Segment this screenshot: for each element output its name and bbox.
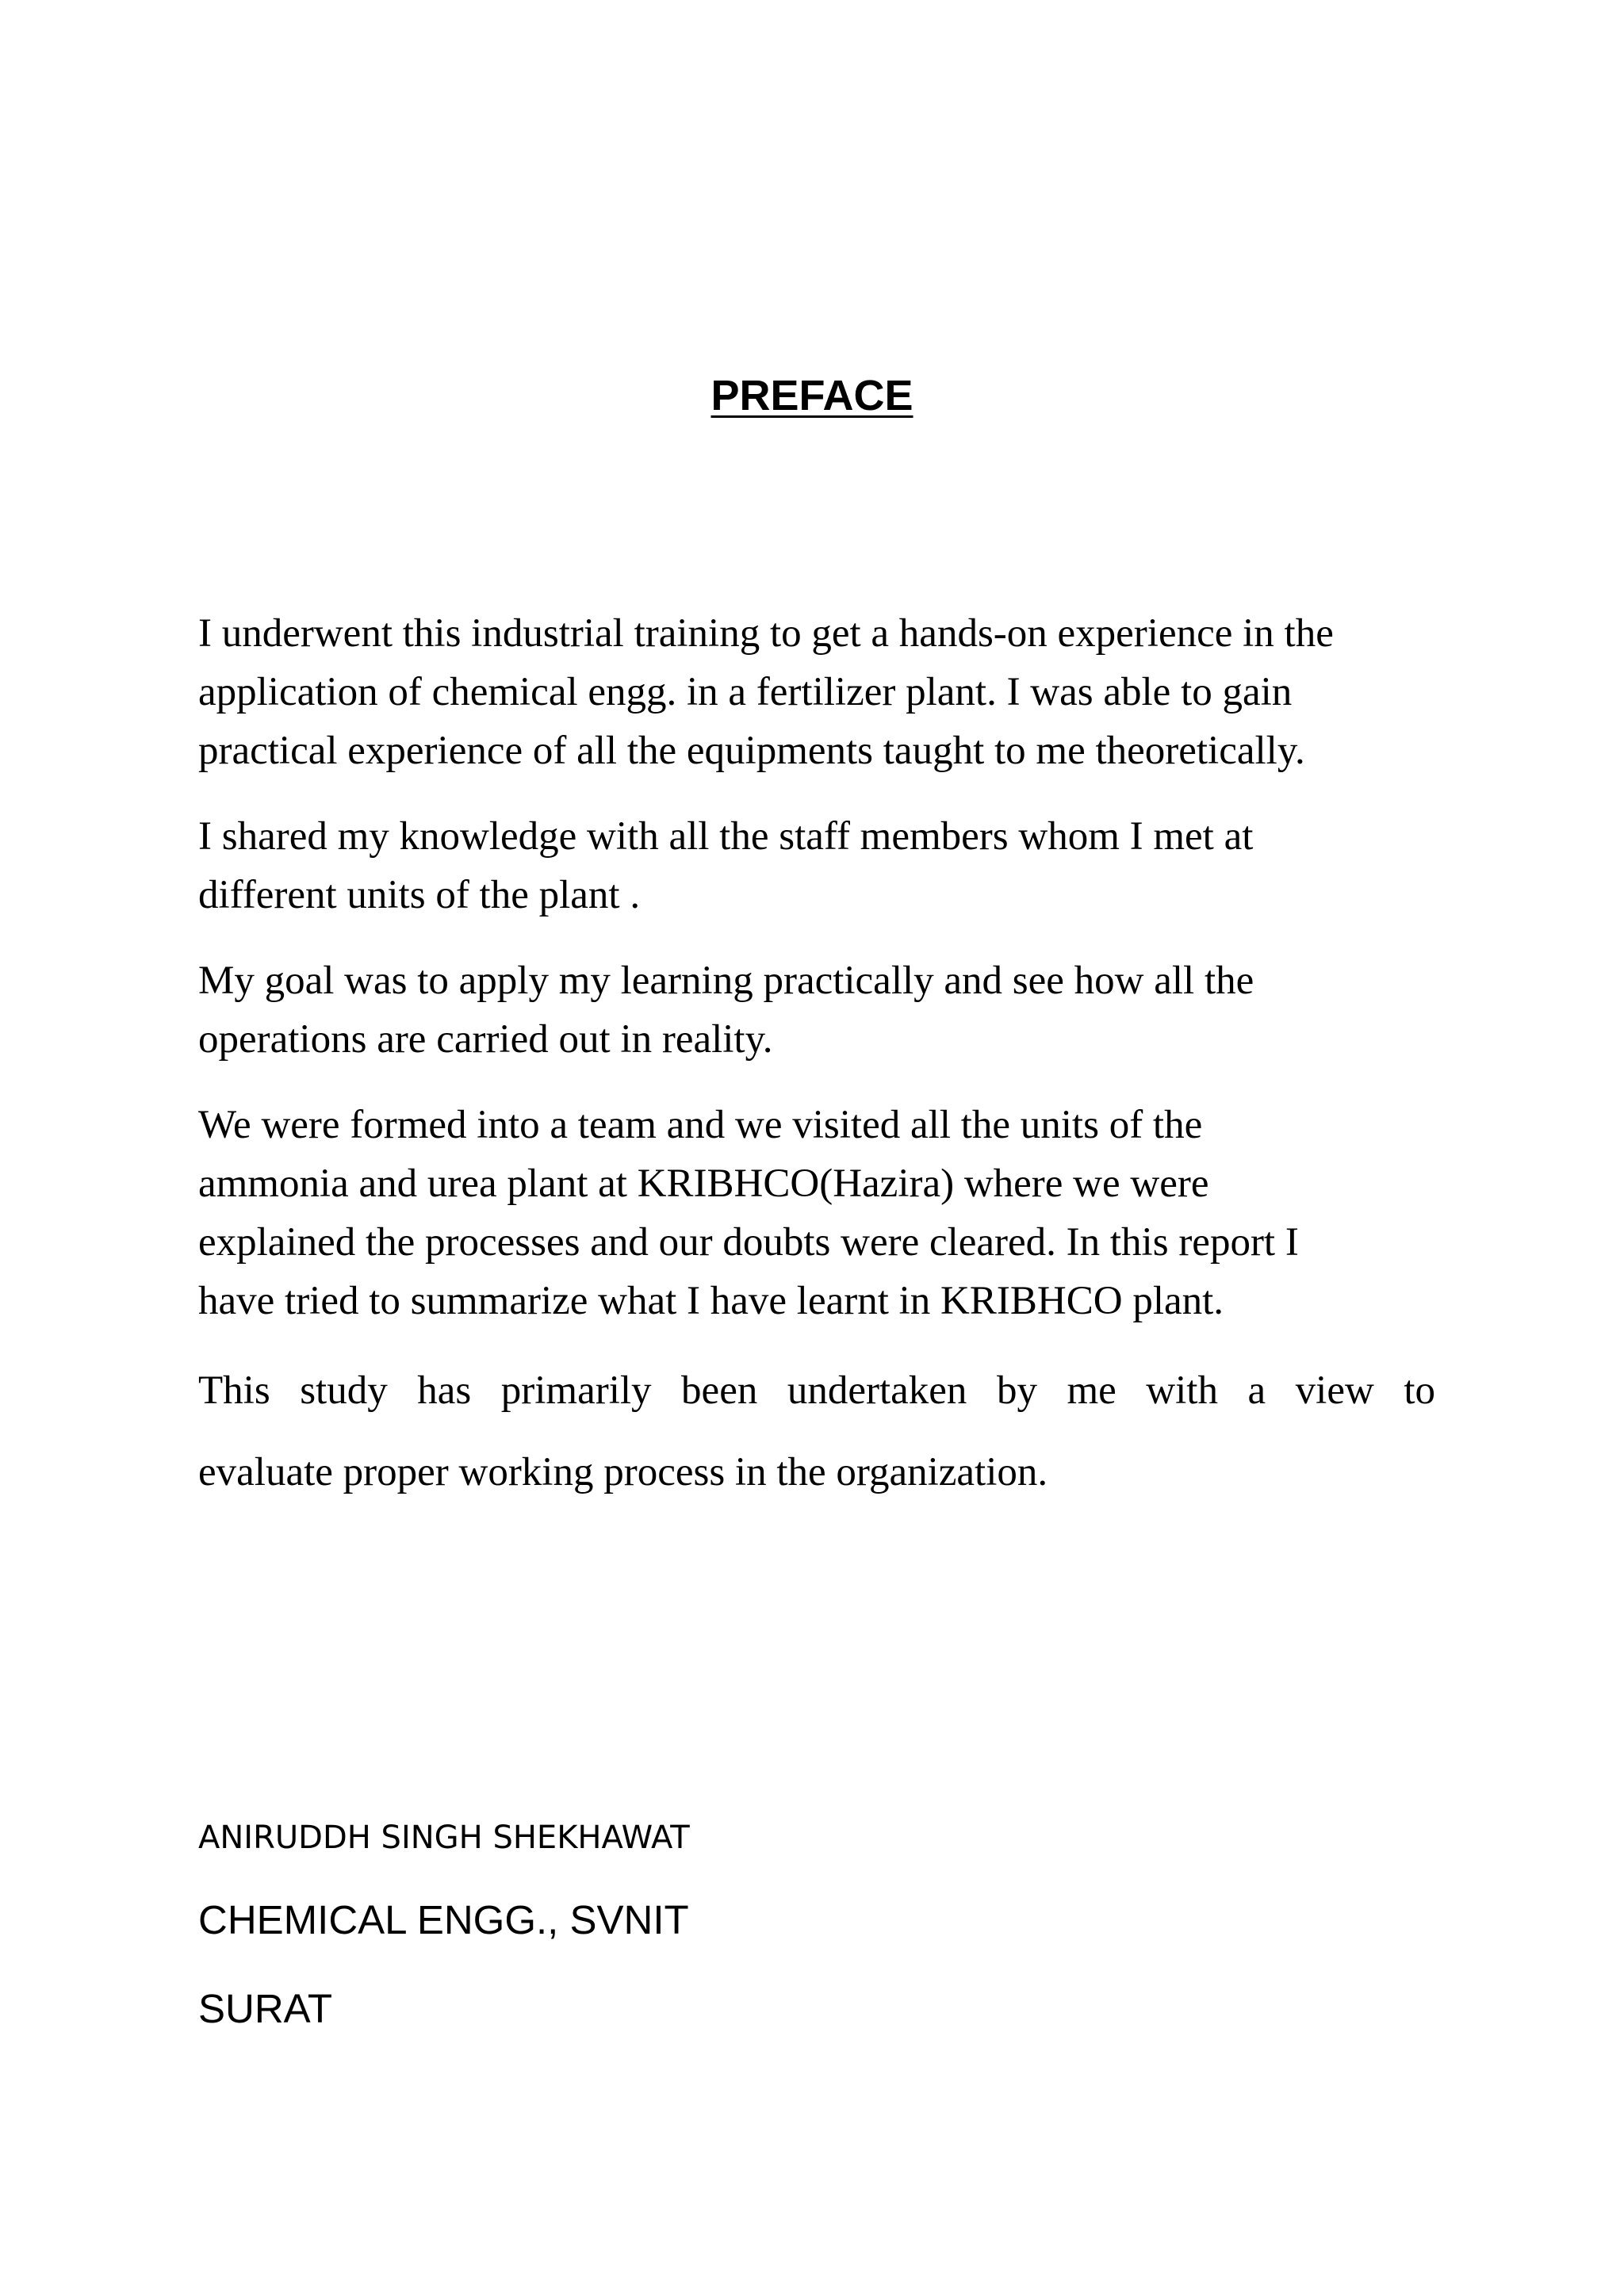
text-line: We were formed into a team and we visited all the units of the: [198, 1103, 1203, 1147]
author-name: ANIRUDDH SINGH SHEKHAWAT: [198, 1820, 690, 1856]
text-line: My goal was to apply my learning practically and see how all the: [198, 959, 1254, 1003]
paragraph-4: [198, 1096, 1435, 1330]
text-line: ammonia and urea plant at KRIBHCO(Hazira) where we were: [198, 1161, 1209, 1206]
paragraph-1: [198, 604, 1435, 780]
page-title: PREFACE: [710, 372, 914, 419]
preface-body: [198, 604, 1435, 1529]
text-line: application of chemical engg. in a fertilizer plant. I was able to gain: [198, 670, 1293, 714]
text-line: operations are carried out in reality.: [198, 1017, 773, 1062]
author-department: CHEMICAL ENGG., SVNIT: [198, 1897, 689, 1942]
text-line: different units of the plant .: [198, 873, 641, 917]
text-line: practical experience of all the equipments taught to me theoretically.: [198, 729, 1305, 773]
text-line: evaluate proper working process in the organization.: [198, 1450, 1048, 1494]
text-line: This study has primarily been undertaken by me with a view to: [198, 1368, 1435, 1413]
text-line: I shared my knowledge with all the staff members whom I met at: [198, 814, 1254, 859]
paragraph-5: [198, 1353, 1435, 1429]
text-line: have tried to summarize what I have learnt in KRIBHCO plant.: [198, 1279, 1224, 1323]
text-line: explained the processes and our doubts were cleared. In this report I: [198, 1220, 1299, 1265]
paragraph-3: [198, 951, 1435, 1069]
paragraph-5-continued: [198, 1443, 1435, 1502]
paragraph-2: [198, 807, 1435, 924]
text-line: I underwent this industrial training to get a hands-on experience in the: [198, 611, 1334, 656]
author-city: SURAT: [198, 1986, 333, 2031]
